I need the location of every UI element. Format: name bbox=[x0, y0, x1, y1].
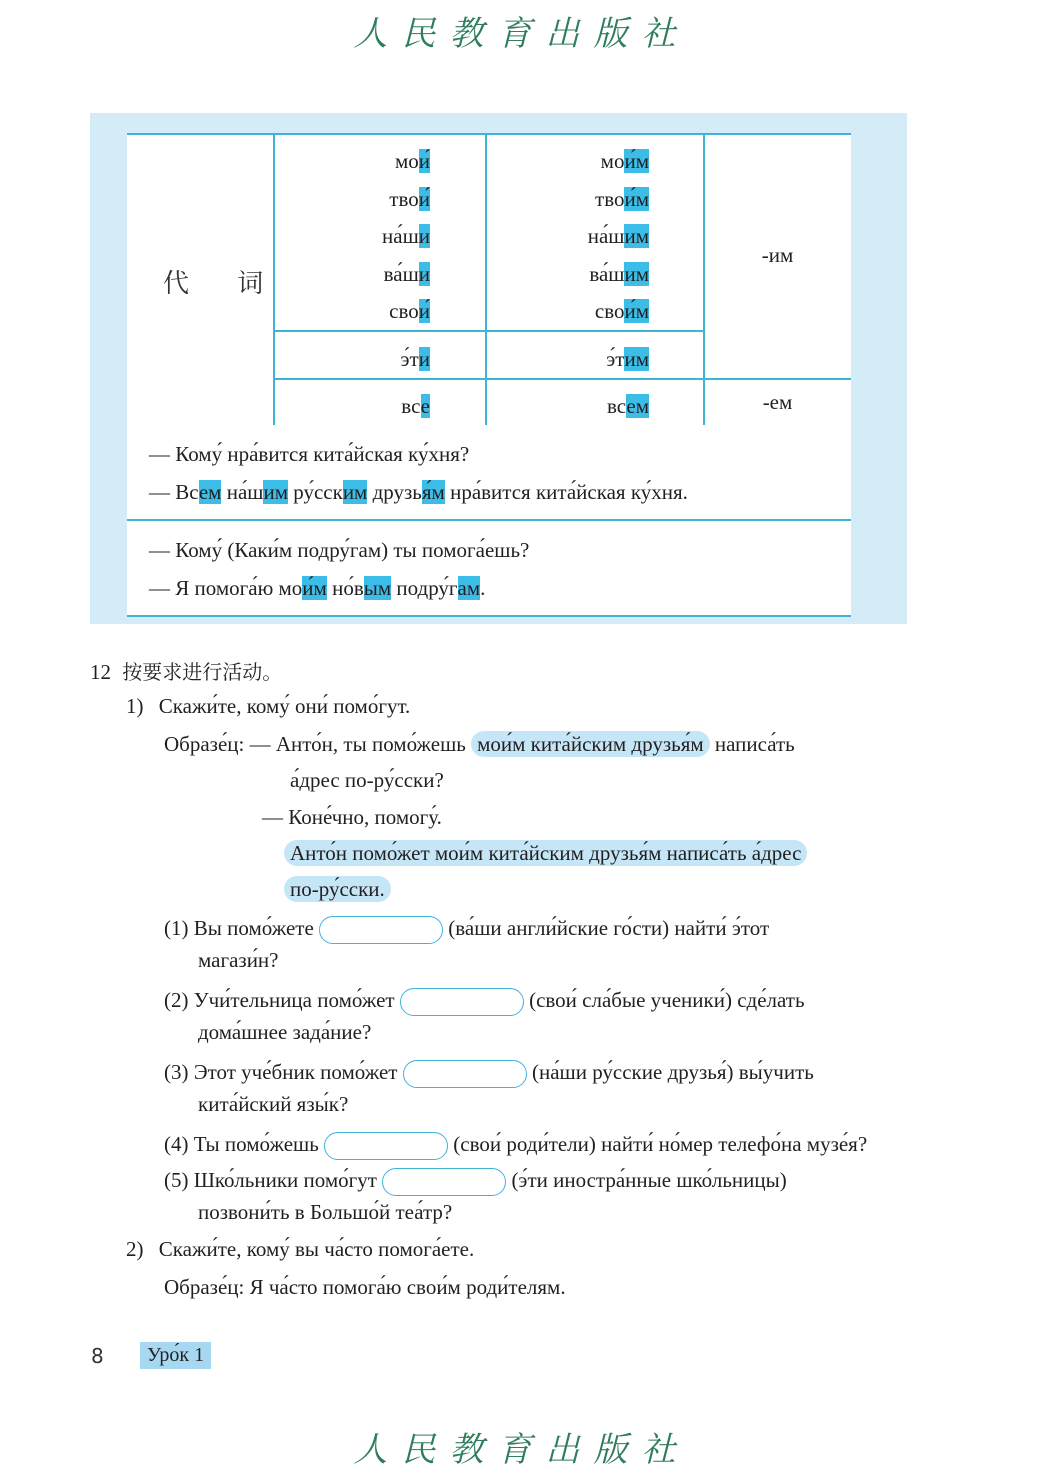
exercise-item bbox=[164, 1060, 814, 1088]
item-text: (э́ти иностра́нные шко́льницы) bbox=[506, 1168, 787, 1192]
nominative-form bbox=[277, 388, 430, 426]
exercise-item-cont: позвони́ть в Большо́й теа́тр? bbox=[198, 1200, 453, 1224]
sample-answer-highlight: по-ру́сски. bbox=[284, 876, 391, 902]
sample-question-cont: а́дрес по-ру́сски? bbox=[290, 768, 444, 792]
word-ending-highlight: и́ bbox=[418, 299, 430, 323]
word-stem: сво bbox=[594, 299, 625, 323]
example-dialogs bbox=[127, 425, 851, 617]
example-answer bbox=[149, 473, 851, 511]
answer-blank[interactable] bbox=[400, 988, 524, 1016]
word-ending-highlight: им bbox=[624, 346, 649, 371]
nominative-form bbox=[277, 143, 430, 181]
answer-text: на́ш bbox=[221, 480, 264, 504]
word-ending-highlight: и́м bbox=[624, 299, 649, 323]
word-stem: вс bbox=[401, 394, 421, 418]
example-answer bbox=[149, 569, 851, 607]
word-stem: э́т bbox=[606, 346, 625, 371]
sample-highlight: мои́м кита́йским друзья́м bbox=[471, 731, 710, 757]
nominative-column bbox=[277, 143, 430, 426]
exercise-item bbox=[164, 1132, 867, 1160]
item-text: (5) Шко́льники помо́гут bbox=[164, 1168, 383, 1192]
word-stem: мо bbox=[394, 149, 419, 173]
dative-column bbox=[489, 143, 649, 426]
dative-form bbox=[489, 388, 649, 426]
exercise-number: 12 bbox=[90, 660, 111, 684]
nominative-form bbox=[277, 293, 430, 331]
dative-form bbox=[489, 181, 649, 219]
ending-highlight: им bbox=[263, 480, 288, 504]
word-ending-highlight: и́м bbox=[624, 149, 649, 173]
lesson-label: Уро́к 1 bbox=[140, 1342, 211, 1369]
word-stem: на́ш bbox=[382, 224, 419, 248]
example-2 bbox=[127, 521, 851, 617]
word-stem: ва́ш bbox=[589, 261, 625, 286]
exercise-item-cont: дома́шнее зада́ние? bbox=[198, 1020, 372, 1044]
word-ending-highlight: и bbox=[418, 224, 430, 248]
ending-highlight: ым bbox=[363, 576, 392, 600]
row-label: 代 词 bbox=[163, 269, 284, 299]
answer-text: друзь bbox=[367, 480, 422, 504]
exercise-item-cont: магази́н? bbox=[198, 948, 279, 972]
sample-question-text: написа́ть bbox=[709, 732, 795, 756]
answer-text: . bbox=[480, 576, 486, 600]
word-stem: тво bbox=[595, 186, 625, 211]
dative-form bbox=[489, 218, 649, 256]
sample: Образе́ц: Я ча́сто помога́ю свои́м роди́телям. bbox=[164, 1275, 566, 1299]
answer-blank[interactable] bbox=[382, 1168, 506, 1196]
word-ending-highlight: и́ bbox=[418, 149, 430, 173]
sample-answer: — Коне́чно, помогу́. bbox=[262, 805, 442, 829]
dative-form bbox=[489, 256, 649, 294]
ending-highlight: я́м bbox=[421, 480, 445, 504]
ending-highlight: ам bbox=[457, 576, 481, 600]
word-ending-highlight: е bbox=[420, 394, 430, 418]
answer-text: — Вс bbox=[149, 480, 199, 504]
answer-text: нра́вится кита́йская ку́хня. bbox=[444, 480, 688, 504]
answer-text: — Я помога́ю мо bbox=[149, 576, 303, 600]
item-text: (1) Вы помо́жете bbox=[164, 916, 320, 940]
word-stem: сво bbox=[389, 299, 419, 323]
ending-highlight: им bbox=[342, 480, 368, 504]
part-title: Скажи́те, кому́ они́ помо́гут. bbox=[158, 694, 411, 718]
dative-form bbox=[489, 143, 649, 181]
word-stem: мо bbox=[600, 149, 625, 173]
word-ending-highlight: ем bbox=[626, 394, 649, 418]
answer-blank[interactable] bbox=[403, 1060, 527, 1088]
nominative-form bbox=[277, 218, 430, 256]
answer-blank[interactable] bbox=[319, 916, 443, 944]
word-ending-highlight: им bbox=[624, 224, 649, 248]
item-text: (4) Ты помо́жешь bbox=[164, 1132, 325, 1156]
exercise-item bbox=[164, 1168, 787, 1196]
word-stem: ва́ш bbox=[383, 261, 419, 286]
answer-text: но́в bbox=[326, 576, 364, 600]
exercise-item bbox=[164, 988, 805, 1016]
nominative-form bbox=[277, 256, 430, 294]
dative-form bbox=[489, 293, 649, 331]
ending-highlight: и́м bbox=[302, 576, 327, 600]
nominative-form bbox=[277, 341, 430, 379]
ending-em: -ем bbox=[762, 390, 793, 414]
word-stem: э́т bbox=[400, 346, 419, 371]
word-ending-highlight: и bbox=[418, 346, 430, 371]
answer-text: ру́сск bbox=[287, 480, 343, 504]
example-1 bbox=[127, 425, 851, 521]
publisher-logo-bottom: 人民教育出版社 bbox=[353, 1430, 690, 1470]
word-ending-highlight: им bbox=[624, 261, 649, 286]
word-ending-highlight: и́ bbox=[418, 186, 430, 211]
part-title: Скажи́те, кому́ вы ча́сто помога́ете. bbox=[158, 1237, 475, 1261]
item-text: (свои́ роди́тели) найти́ но́мер телефо́на музе́я? bbox=[448, 1132, 868, 1156]
grammar-panel bbox=[90, 113, 907, 624]
answer-text: подру́г bbox=[391, 576, 458, 600]
ending-highlight: ем bbox=[198, 480, 222, 504]
item-text: (2) Учи́тельница помо́жет bbox=[164, 988, 400, 1012]
sample-answer-highlight: Анто́н помо́жет мои́м кита́йским друзья́м написа́ть а́дрес bbox=[284, 840, 807, 866]
answer-blank[interactable] bbox=[324, 1132, 448, 1160]
sample-question-text: — Анто́н, ты помо́жешь bbox=[249, 732, 472, 756]
item-text: (свои́ сла́бые ученики́) сде́лать bbox=[523, 988, 805, 1012]
exercise-item-cont: кита́йский язы́к? bbox=[198, 1092, 349, 1116]
publisher-logo-top: 人民教育出版社 bbox=[353, 14, 690, 54]
part-label: 1) bbox=[126, 694, 144, 718]
exercise-instruction: 按要求进行活动。 bbox=[122, 660, 283, 684]
word-ending-highlight: и́м bbox=[624, 186, 649, 211]
item-text: (на́ши ру́сские друзья́) вы́учить bbox=[526, 1060, 814, 1084]
exercise-item bbox=[164, 916, 769, 944]
example-question: — Кому́ нра́вится кита́йская ку́хня? bbox=[149, 442, 470, 466]
item-text: (ва́ши англи́йские го́сти) найти́ э́тот bbox=[443, 916, 770, 940]
word-stem: тво bbox=[389, 186, 419, 211]
part-label: 2) bbox=[126, 1237, 144, 1261]
word-ending-highlight: и bbox=[418, 261, 430, 286]
pronoun-table bbox=[127, 133, 851, 425]
example-question: — Кому́ (Каки́м подру́гам) ты помога́ешь? bbox=[149, 538, 530, 562]
word-stem: вс bbox=[607, 394, 627, 418]
dative-form bbox=[489, 341, 649, 379]
word-stem: на́ш bbox=[587, 224, 625, 248]
nominative-form bbox=[277, 181, 430, 219]
page-number: 8 bbox=[91, 1344, 104, 1368]
ending-im: -им bbox=[761, 243, 794, 267]
sample-label: Образе́ц: bbox=[164, 732, 245, 756]
item-text: (3) Этот уче́бник помо́жет bbox=[164, 1060, 403, 1084]
